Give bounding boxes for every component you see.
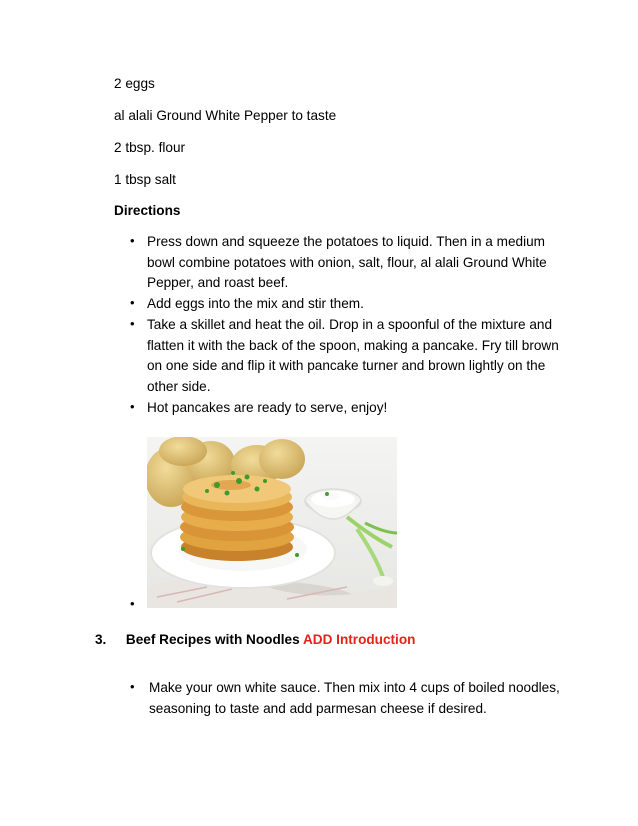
bullet-icon: •: [130, 596, 135, 611]
ingredient-flour: 2 tbsp. flour: [114, 140, 186, 155]
ingredient-salt: 1 tbsp salt: [114, 172, 176, 187]
directions-heading: Directions: [114, 203, 181, 218]
ingredient-eggs: 2 eggs: [114, 76, 155, 91]
ingredient-pepper: al alali Ground White Pepper to taste: [114, 108, 337, 123]
potato-pancakes-photo: [147, 437, 397, 608]
bullet-icon: •: [130, 316, 135, 331]
pancake-illustration: [147, 437, 397, 608]
direction-step-3: Take a skillet and heat the oil. Drop in a spoonful of the mixture and flatten it with the back of the spoon, making a pancake. Fry till brown on one side and flip it with pancake turner and brown lightly on the other side.: [147, 317, 559, 394]
section-3-heading: [95, 632, 415, 647]
section-3-note: ADD Introduction: [302, 632, 416, 647]
section-3-number: 3.: [95, 632, 107, 647]
bullet-icon: •: [130, 295, 135, 310]
section-3-title: Beef Recipes with Noodles: [125, 632, 300, 647]
direction-step-4: Hot pancakes are ready to serve, enjoy!: [147, 400, 388, 415]
bullet-icon: •: [130, 399, 135, 414]
direction-step-1: Press down and squeeze the potatoes to liquid. Then in a medium bowl combine potatoes with onion, salt, flour, al alali Ground White Pepper, and roast beef.: [147, 234, 547, 290]
direction-step-2: Add eggs into the mix and stir them.: [147, 296, 364, 311]
bullet-icon: •: [130, 233, 135, 248]
bullet-icon: •: [130, 679, 135, 694]
section-3-bullet-1: Make your own white sauce. Then mix into 4 cups of boiled noodles, seasoning to taste and add parmesan cheese if desired.: [149, 680, 560, 716]
